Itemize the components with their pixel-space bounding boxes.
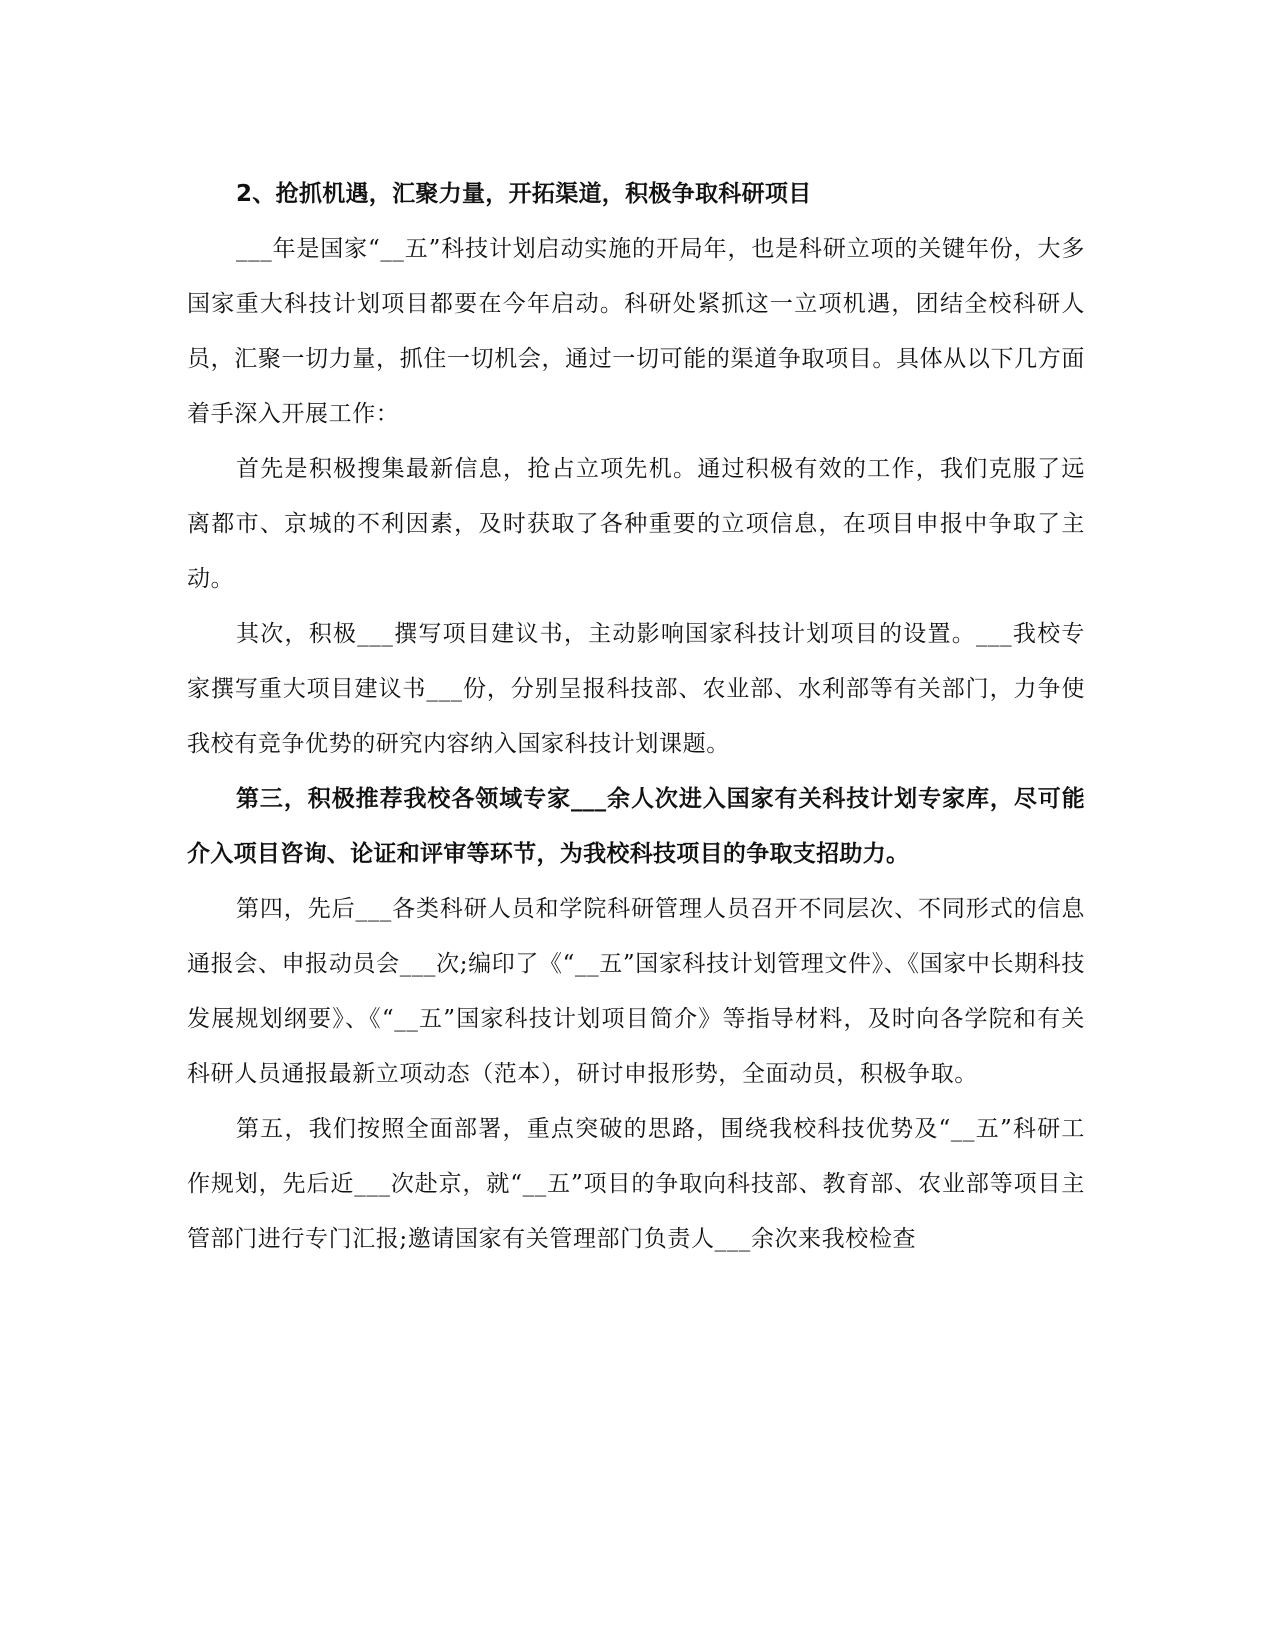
section-heading: 2、抢抓机遇，汇聚力量，开拓渠道，积极争取科研项目 <box>236 181 812 207</box>
paragraph-second: 其次，积极___撰写项目建议书，主动影响国家科技计划项目的设置。___我校专家撰写重大项目建议书___份，分别呈报科技部、农业部、水利部等有关部门，力争使我校有竞争优势的研究内容纳入国家科技计划课题。 <box>187 621 1085 757</box>
paragraph-intro: ___年是国家“__五”科技计划启动实施的开局年，也是科研立项的关键年份，大多国家重大科技计划项目都要在今年启动。科研处紧抓这一立项机遇，团结全校科研人员，汇聚一切力量，抓住一切机会，通过一切可能的渠道争取项目。具体从以下几方面着手深入开展工作： <box>187 236 1085 427</box>
document-body <box>187 167 1085 1267</box>
paragraph-fourth: 第四，先后___各类科研人员和学院科研管理人员召开不同层次、不同形式的信息通报会、申报动员会___次;编印了《“__五”国家科技计划管理文件》、《国家中长期科技发展规划纲要》、《“__五”国家科技计划项目简介》等指导材料，及时向各学院和有关科研人员通报最新立项动态（范本），研讨申报形势，全面动员，积极争取。 <box>187 896 1085 1087</box>
paragraph-third: 第三，积极推荐我校各领域专家___余人次进入国家有关科技计划专家库，尽可能介入项目咨询、论证和评审等环节，为我校科技项目的争取支招助力。 <box>187 786 1085 867</box>
paragraph-first: 首先是积极搜集最新信息，抢占立项先机。通过积极有效的工作，我们克服了远离都市、京城的不利因素，及时获取了各种重要的立项信息，在项目申报中争取了主动。 <box>187 456 1085 592</box>
paragraph-fifth: 第五，我们按照全面部署，重点突破的思路，围绕我校科技优势及“__五”科研工作规划，先后近___次赴京，就“__五”项目的争取向科技部、教育部、农业部等项目主管部门进行专门汇报;邀请国家有关管理部门负责人___余次来我校检查 <box>187 1116 1085 1252</box>
